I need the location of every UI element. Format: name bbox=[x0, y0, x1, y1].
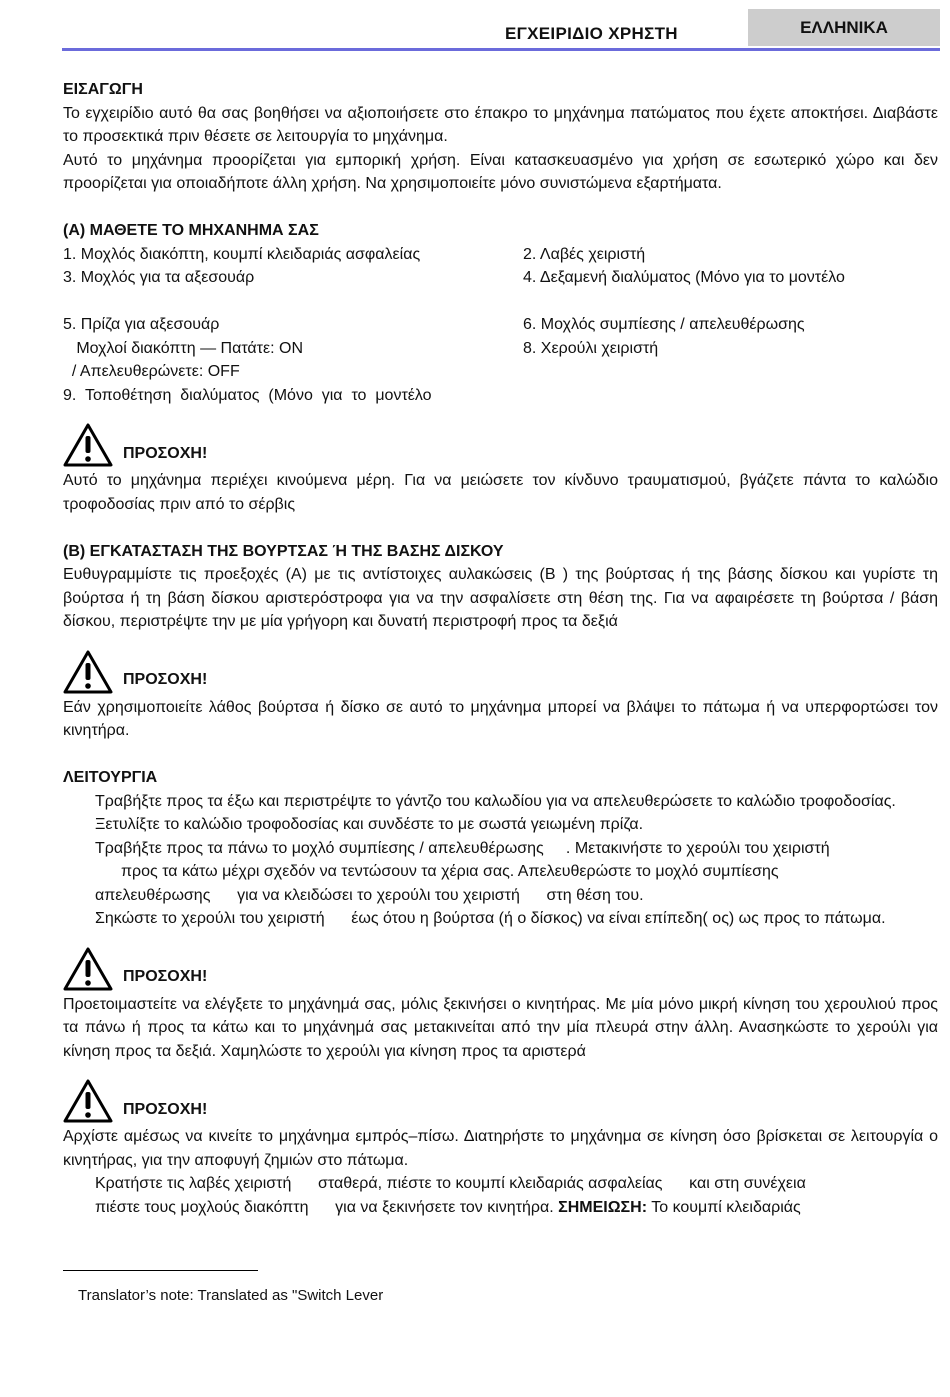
warning-callout bbox=[63, 945, 938, 991]
section-a-heading: (A) ΜΑΘΕΤΕ ΤΟ ΜΗΧΑΝΗΜΑ ΣΑΣ bbox=[63, 222, 319, 239]
step-4b-text: πιέστε τους μοχλούς διακόπτη για να ξεκινήσετε τον κινητήρα. bbox=[95, 1198, 554, 1216]
step-4c-text: Το κουμπί κλειδαριάς bbox=[651, 1198, 801, 1216]
list-item: 8. Χερούλι χειριστή bbox=[523, 339, 659, 357]
operation-step-4a: Κρατήστε τις λαβές χειριστή σταθερά, πιέστε το κουμπί κλειδαριάς ασφαλείας και στη συνέχεια bbox=[95, 1175, 806, 1192]
warning-text-4: Αρχίστε αμέσως να κινείτε το μηχάνημα εμπρός–πίσω. Διατηρήστε το μηχάνημα σε κίνηση όσο βρίσκεται σε λειτουργία ο κινητήρας, για την αποφυγή ζημιών στο πάτωμα. bbox=[63, 1128, 938, 1169]
footnote-rule bbox=[63, 1270, 258, 1271]
warning-triangle-icon bbox=[63, 947, 113, 991]
intro-paragraph-1: Το εγχειρίδιο αυτό θα σας βοηθήσει να αξιοποιήσετε στο έπακρο το μηχάνημα πατώματος που έχετε αποκτήσει. Διαβάστε το προσεκτικά πριν θέσετε σε λειτουργία το μηχάνημα. bbox=[63, 104, 938, 145]
document-body bbox=[63, 78, 938, 1219]
operation-step-4b bbox=[63, 1196, 938, 1220]
list-item: Μοχλοί διακόπτη — Πατάτε: ON bbox=[63, 339, 304, 357]
list-item: 1. Μοχλός διακόπτη, κουμπί κλειδαριάς ασφαλείας bbox=[63, 245, 421, 263]
list-item: 3. Μοχλός για τα αξεσουάρ bbox=[63, 269, 255, 286]
note-label: ΣΗΜΕΙΩΣΗ: bbox=[558, 1198, 648, 1216]
warning-callout bbox=[63, 1077, 938, 1123]
warning-triangle-icon bbox=[63, 650, 113, 694]
operation-step-3: Σηκώστε το χερούλι του χειριστή έως ότου η βούρτσα (ή ο δίσκος) να είναι επίπεδη( ος) ως προς το πάτωμα. bbox=[95, 910, 886, 927]
list-item: / Απελευθερώνετε: OFF bbox=[63, 363, 240, 380]
list-item: 6. Μοχλός συμπίεσης / απελευθέρωσης bbox=[523, 316, 805, 333]
footnote: Translator’s note: Translated as "Switch Lever bbox=[78, 1287, 384, 1304]
header-title: ΕΓΧΕΙΡΙΔΙΟ ΧΡΗΣΤΗ bbox=[505, 24, 678, 43]
operation-step-1: Τραβήξτε προς τα έξω και περιστρέψτε το γάντζο του καλωδίου για να απελευθερώσετε το καλώδιο τροφοδοσίας. Ξετυλίξτε το καλώδιο τροφοδοσίας και συνδέστε το με σωστά γειωμένη πρίζα. bbox=[95, 792, 896, 833]
warning-label: ΠΡΟΣΟΧΗ! bbox=[123, 444, 208, 462]
operation-step-2a: Τραβήξτε προς τα πάνω το μοχλό συμπίεσης / απελευθέρωσης . Μετακινήστε το χερούλι του χειριστή bbox=[95, 839, 830, 857]
section-b-heading: (B) ΕΓΚΑΤΑΣΤΑΣΗ ΤΗΣ ΒΟΥΡΤΣΑΣ Ή ΤΗΣ ΒΑΣΗΣ ΔΙΣΚΟΥ bbox=[63, 542, 504, 560]
warning-label: ΠΡΟΣΟΧΗ! bbox=[123, 968, 208, 985]
intro-paragraph-2: Αυτό το μηχάνημα προορίζεται για εμπορική χρήση. Είναι κατασκευασμένο για χρήση σε εσωτερικό χώρο και δεν προορίζεται για οποιαδήποτε άλλη χρήση. Να χρησιμοποιείτε μόνο συνιστώμενα εξαρτήματα. bbox=[63, 151, 938, 192]
warning-triangle-icon bbox=[63, 1079, 113, 1123]
operation-heading: ΛΕΙΤΟΥΡΓΙΑ bbox=[63, 769, 158, 786]
list-item: 5. Πρίζα για αξεσουάρ bbox=[63, 316, 220, 333]
list-item: 4. Δεξαμενή διαλύματος (Μόνο για το μοντέλο bbox=[523, 269, 845, 286]
intro-heading: ΕΙΣΑΓΩΓΗ bbox=[63, 81, 143, 98]
warning-text-3: Προετοιμαστείτε να ελέγξετε το μηχάνημά σας, μόλις ξεκινήσει ο κινητήρας. Με μία μόνο μικρή κίνηση του χερουλιού προς τα πάνω ή προς τα κάτω και το μηχάνημά σας μετακινείται από την μία πλευρά στην άλλη. Ανασηκώστε το χερούλι για κίνηση προς τα δεξιά. Χαμηλώστε το χερούλι για κίνηση προς τα αριστερά bbox=[63, 995, 938, 1060]
list-item: 2. Λαβές χειριστή bbox=[523, 245, 646, 263]
section-b-paragraph: Ευθυγραμμίστε τις προεξοχές (A) με τις αντίστοιχες αυλακώσεις (B ) της βούρτσας ή της βάσης δίσκου και γυρίστε τη βούρτσα ή τη βάση δίσκου αριστερόστροφα για να την ασφαλίσετε στη θέση της. Για να αφαιρέσετε τη βούρτσα / βάση δίσκου, περιστρέψτε την με μία γρήγορη και δυνατή περιστροφή προς τα δεξιά bbox=[63, 566, 938, 630]
warning-callout bbox=[63, 648, 938, 694]
header-rule bbox=[62, 48, 940, 51]
operation-step-2c: απελευθέρωσης για να κλειδώσει το χερούλι του χειριστή στη θέση του. bbox=[95, 886, 644, 904]
list-item: 9. Τοποθέτηση διαλύματος (Μόνο για το μοντέλο bbox=[63, 386, 432, 404]
warning-callout bbox=[63, 421, 938, 467]
warning-text-1: Αυτό το μηχάνημα περιέχει κινούμενα μέρη. Για να μειώσετε τον κίνδυνο τραυματισμού, βγάζετε πάντα το καλώδιο τροφοδοσίας πριν από το σέρβις bbox=[63, 472, 938, 513]
warning-label: ΠΡΟΣΟΧΗ! bbox=[123, 671, 208, 688]
parts-list bbox=[63, 243, 938, 408]
operation-step-2b: προς τα κάτω μέχρι σχεδόν να τεντώσουν τα χέρια σας. Απελευθερώστε το μοχλό συμπίεσης bbox=[121, 863, 779, 880]
warning-label: ΠΡΟΣΟΧΗ! bbox=[123, 1100, 208, 1118]
warning-text-2: Εάν χρησιμοποιείτε λάθος βούρτσα ή δίσκο σε αυτό το μηχάνημα μπορεί να βλάψει το πάτωμα ή να υπερφορτώσει τον κινητήρα. bbox=[63, 698, 938, 739]
warning-triangle-icon bbox=[63, 423, 113, 467]
language-badge: ΕΛΛΗΝΙΚΑ bbox=[748, 9, 940, 46]
